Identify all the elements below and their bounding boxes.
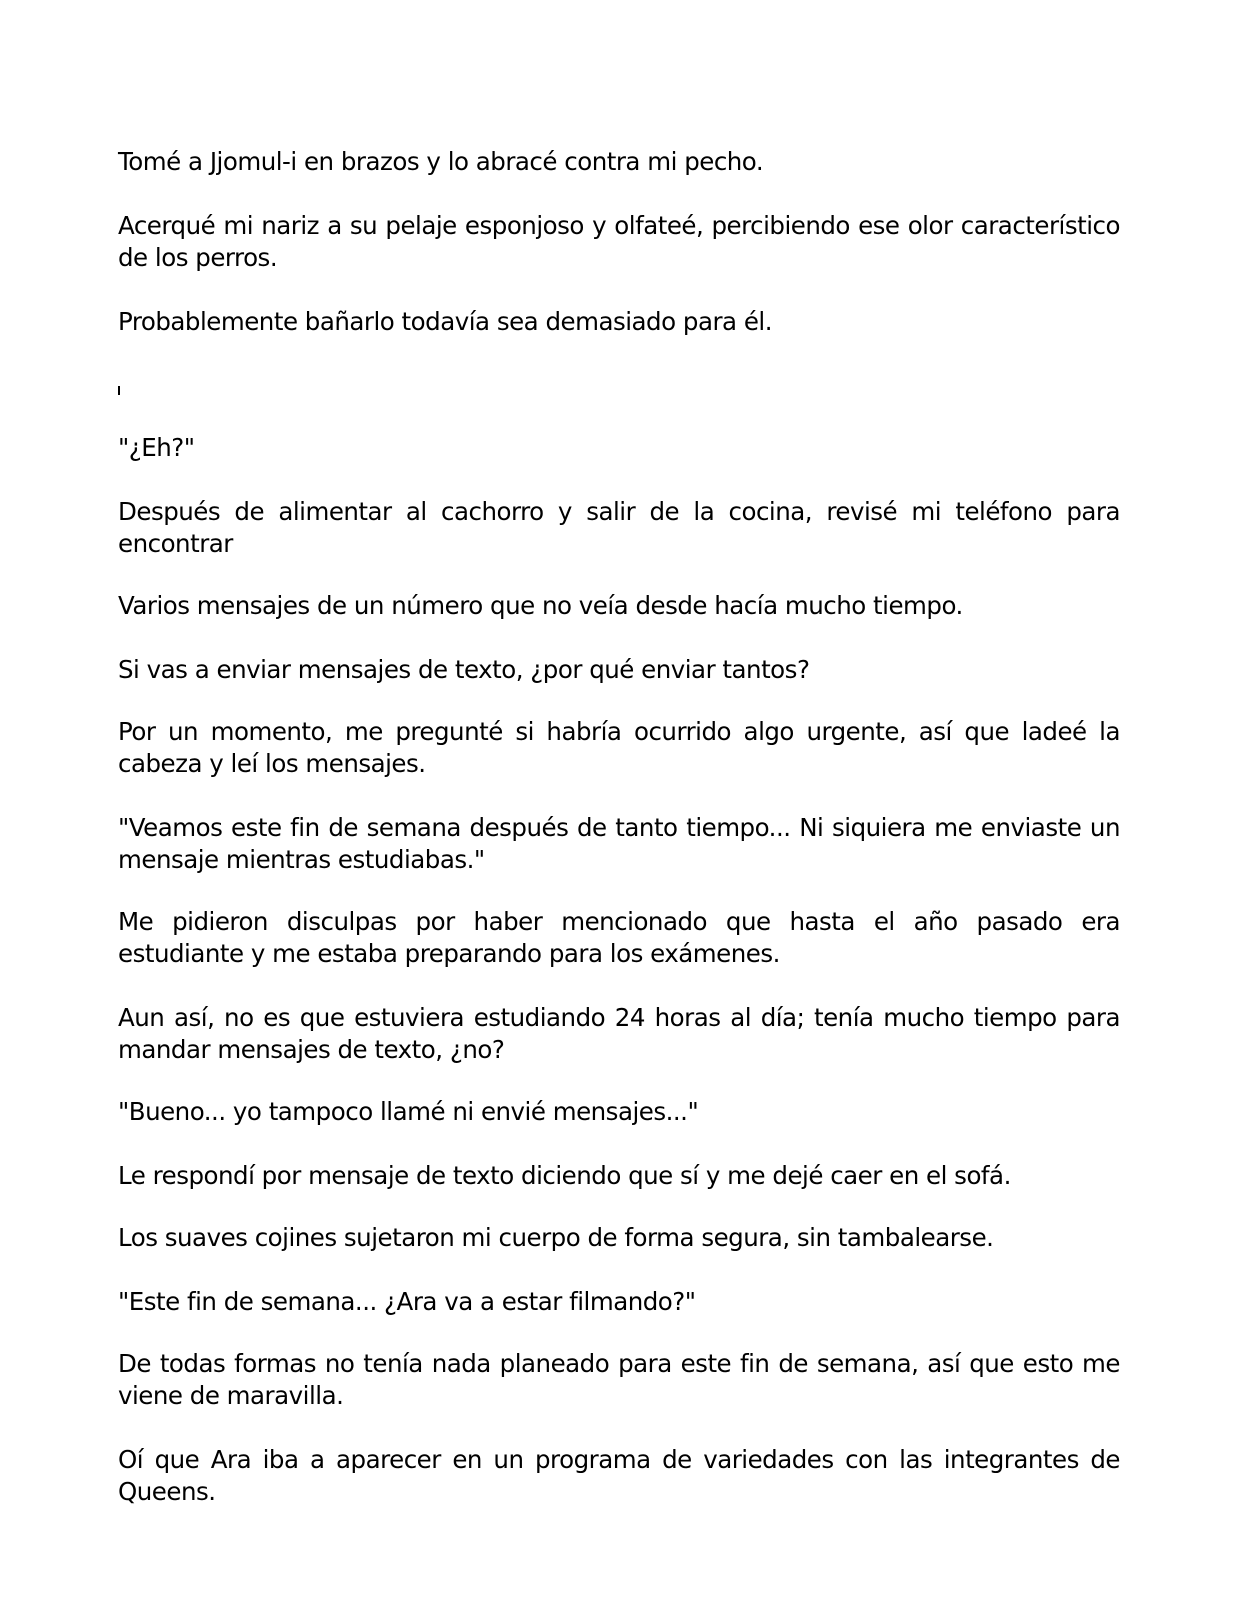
- paragraph: "Veamos este fin de semana después de tanto tiempo... Ni siquiera me enviaste un mensaje mientras estudiabas.": [118, 813, 1120, 874]
- paragraph: De todas formas no tenía nada planeado para este fin de semana, así que esto me viene de maravilla.: [118, 1349, 1120, 1410]
- paragraph: Varios mensajes de un número que no veía desde hacía mucho tiempo.: [118, 591, 963, 620]
- paragraph: "¿Eh?": [118, 433, 195, 462]
- paragraph: Le respondí por mensaje de texto diciendo que sí y me dejé caer en el sofá.: [118, 1161, 1011, 1190]
- paragraph: Los suaves cojines sujetaron mi cuerpo de forma segura, sin tambalearse.: [118, 1223, 994, 1252]
- paragraph: Aun así, no es que estuviera estudiando 24 horas al día; tenía mucho tiempo para mandar mensajes de texto, ¿no?: [118, 1003, 1120, 1064]
- stray-mark: [118, 386, 120, 395]
- paragraph: Acerqué mi nariz a su pelaje esponjoso y olfateé, percibiendo ese olor característico de los perros.: [118, 211, 1120, 272]
- paragraph: Tomé a Jjomul-i en brazos y lo abracé contra mi pecho.: [118, 147, 764, 176]
- paragraph: Después de alimentar al cachorro y salir de la cocina, revisé mi teléfono para encontrar: [118, 497, 1120, 558]
- paragraph: Probablemente bañarlo todavía sea demasiado para él.: [118, 307, 772, 336]
- paragraph: "Bueno... yo tampoco llamé ni envié mensajes...": [118, 1097, 699, 1126]
- paragraph: Me pidieron disculpas por haber mencionado que hasta el año pasado era estudiante y me estaba preparando para los exámenes.: [118, 907, 1120, 968]
- paragraph: Si vas a enviar mensajes de texto, ¿por qué enviar tantos?: [118, 655, 810, 684]
- paragraph: Por un momento, me pregunté si habría ocurrido algo urgente, así que ladeé la cabeza y leí los mensajes.: [118, 717, 1120, 778]
- paragraph: Oí que Ara iba a aparecer en un programa de variedades con las integrantes de Queens.: [118, 1445, 1120, 1506]
- paragraph: "Este fin de semana... ¿Ara va a estar filmando?": [118, 1287, 696, 1316]
